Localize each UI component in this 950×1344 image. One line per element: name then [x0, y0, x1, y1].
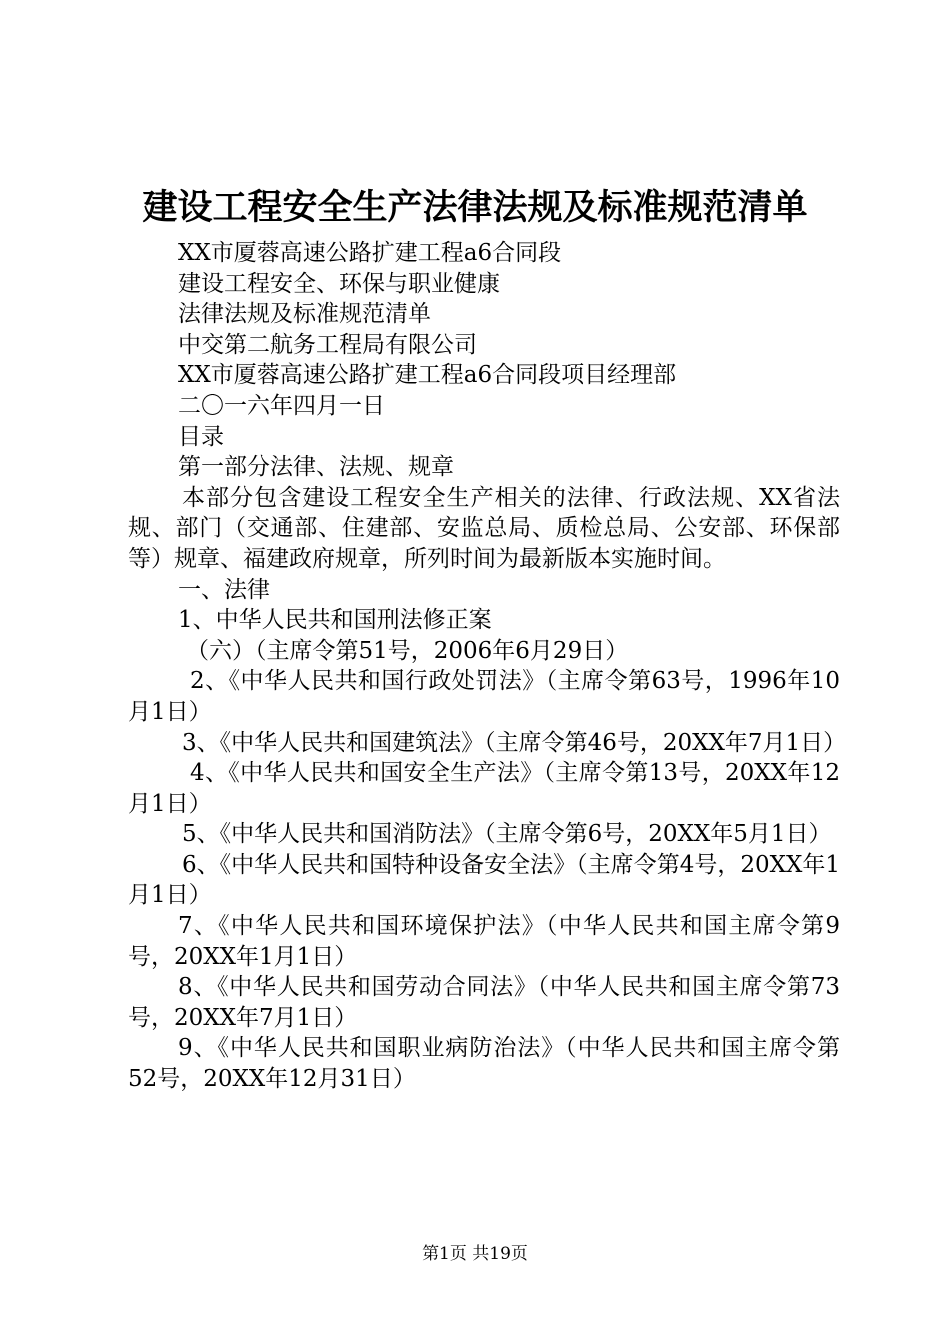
- header-line-project: XX市厦蓉高速公路扩建工程a6合同段: [178, 240, 562, 266]
- header-line-date: 二〇一六年四月一日: [178, 392, 385, 419]
- header-line-company: 中交第二航务工程局有限公司: [178, 331, 477, 358]
- header-line-toc: 目录: [178, 423, 224, 450]
- header-line-department: XX市厦蓉高速公路扩建工程a6合同段项目经理部: [178, 362, 677, 389]
- part-one-heading: 第一部分法律、法规、规章: [178, 454, 454, 481]
- header-line-scope: 建设工程安全、环保与职业健康: [178, 270, 500, 297]
- law-item-5: 5、《中华人民共和国消防法》（主席令第6号，20XX年5月1日）: [182, 821, 832, 848]
- law-item-8: 8、《中华人民共和国劳动合同法》（中华人民共和国主席令第73号，20XX年7月1日）: [128, 974, 840, 1031]
- document-body: [128, 238, 847, 1095]
- law-item-6: 6、《中华人民共和国特种设备安全法》（主席令第4号，20XX年1月1日）: [128, 851, 840, 909]
- law-item-2: 2、《中华人民共和国行政处罚法》（主席令第63号，1996年10月1日）: [128, 668, 840, 725]
- page-footer: 第1页 共19页: [422, 1244, 528, 1264]
- document-title: 建设工程安全生产法律法规及标准规范清单: [142, 187, 808, 228]
- law-item-9: 9、《中华人民共和国职业病防治法》（中华人民共和国主席令第52号，20XX年12月31日）: [128, 1035, 840, 1093]
- section-heading-laws: 一、法律: [178, 576, 270, 603]
- law-item-7: 7、《中华人民共和国环境保护法》（中华人民共和国主席令第9号，20XX年1月1日）: [128, 913, 840, 970]
- intro-paragraph: 本部分包含建设工程安全生产相关的法律、行政法规、XX省法规、部门（交通部、住建部、安监总局、质检总局、公安部、环保部等）规章、福建政府规章，所列时间为最新版本实施时间。: [128, 484, 840, 572]
- header-line-list-title: 法律法规及标准规范清单: [178, 301, 431, 328]
- law-item-4: 4、《中华人民共和国安全生产法》（主席令第13号，20XX年12月1日）: [128, 760, 840, 817]
- law-item-3: 3、《中华人民共和国建筑法》（主席令第46号，20XX年7月1日）: [182, 729, 847, 756]
- law-item-1-line1: 1、中华人民共和国刑法修正案: [178, 607, 492, 634]
- law-item-1-line2: （六）（主席令第51号，2006年6月29日）: [186, 637, 629, 664]
